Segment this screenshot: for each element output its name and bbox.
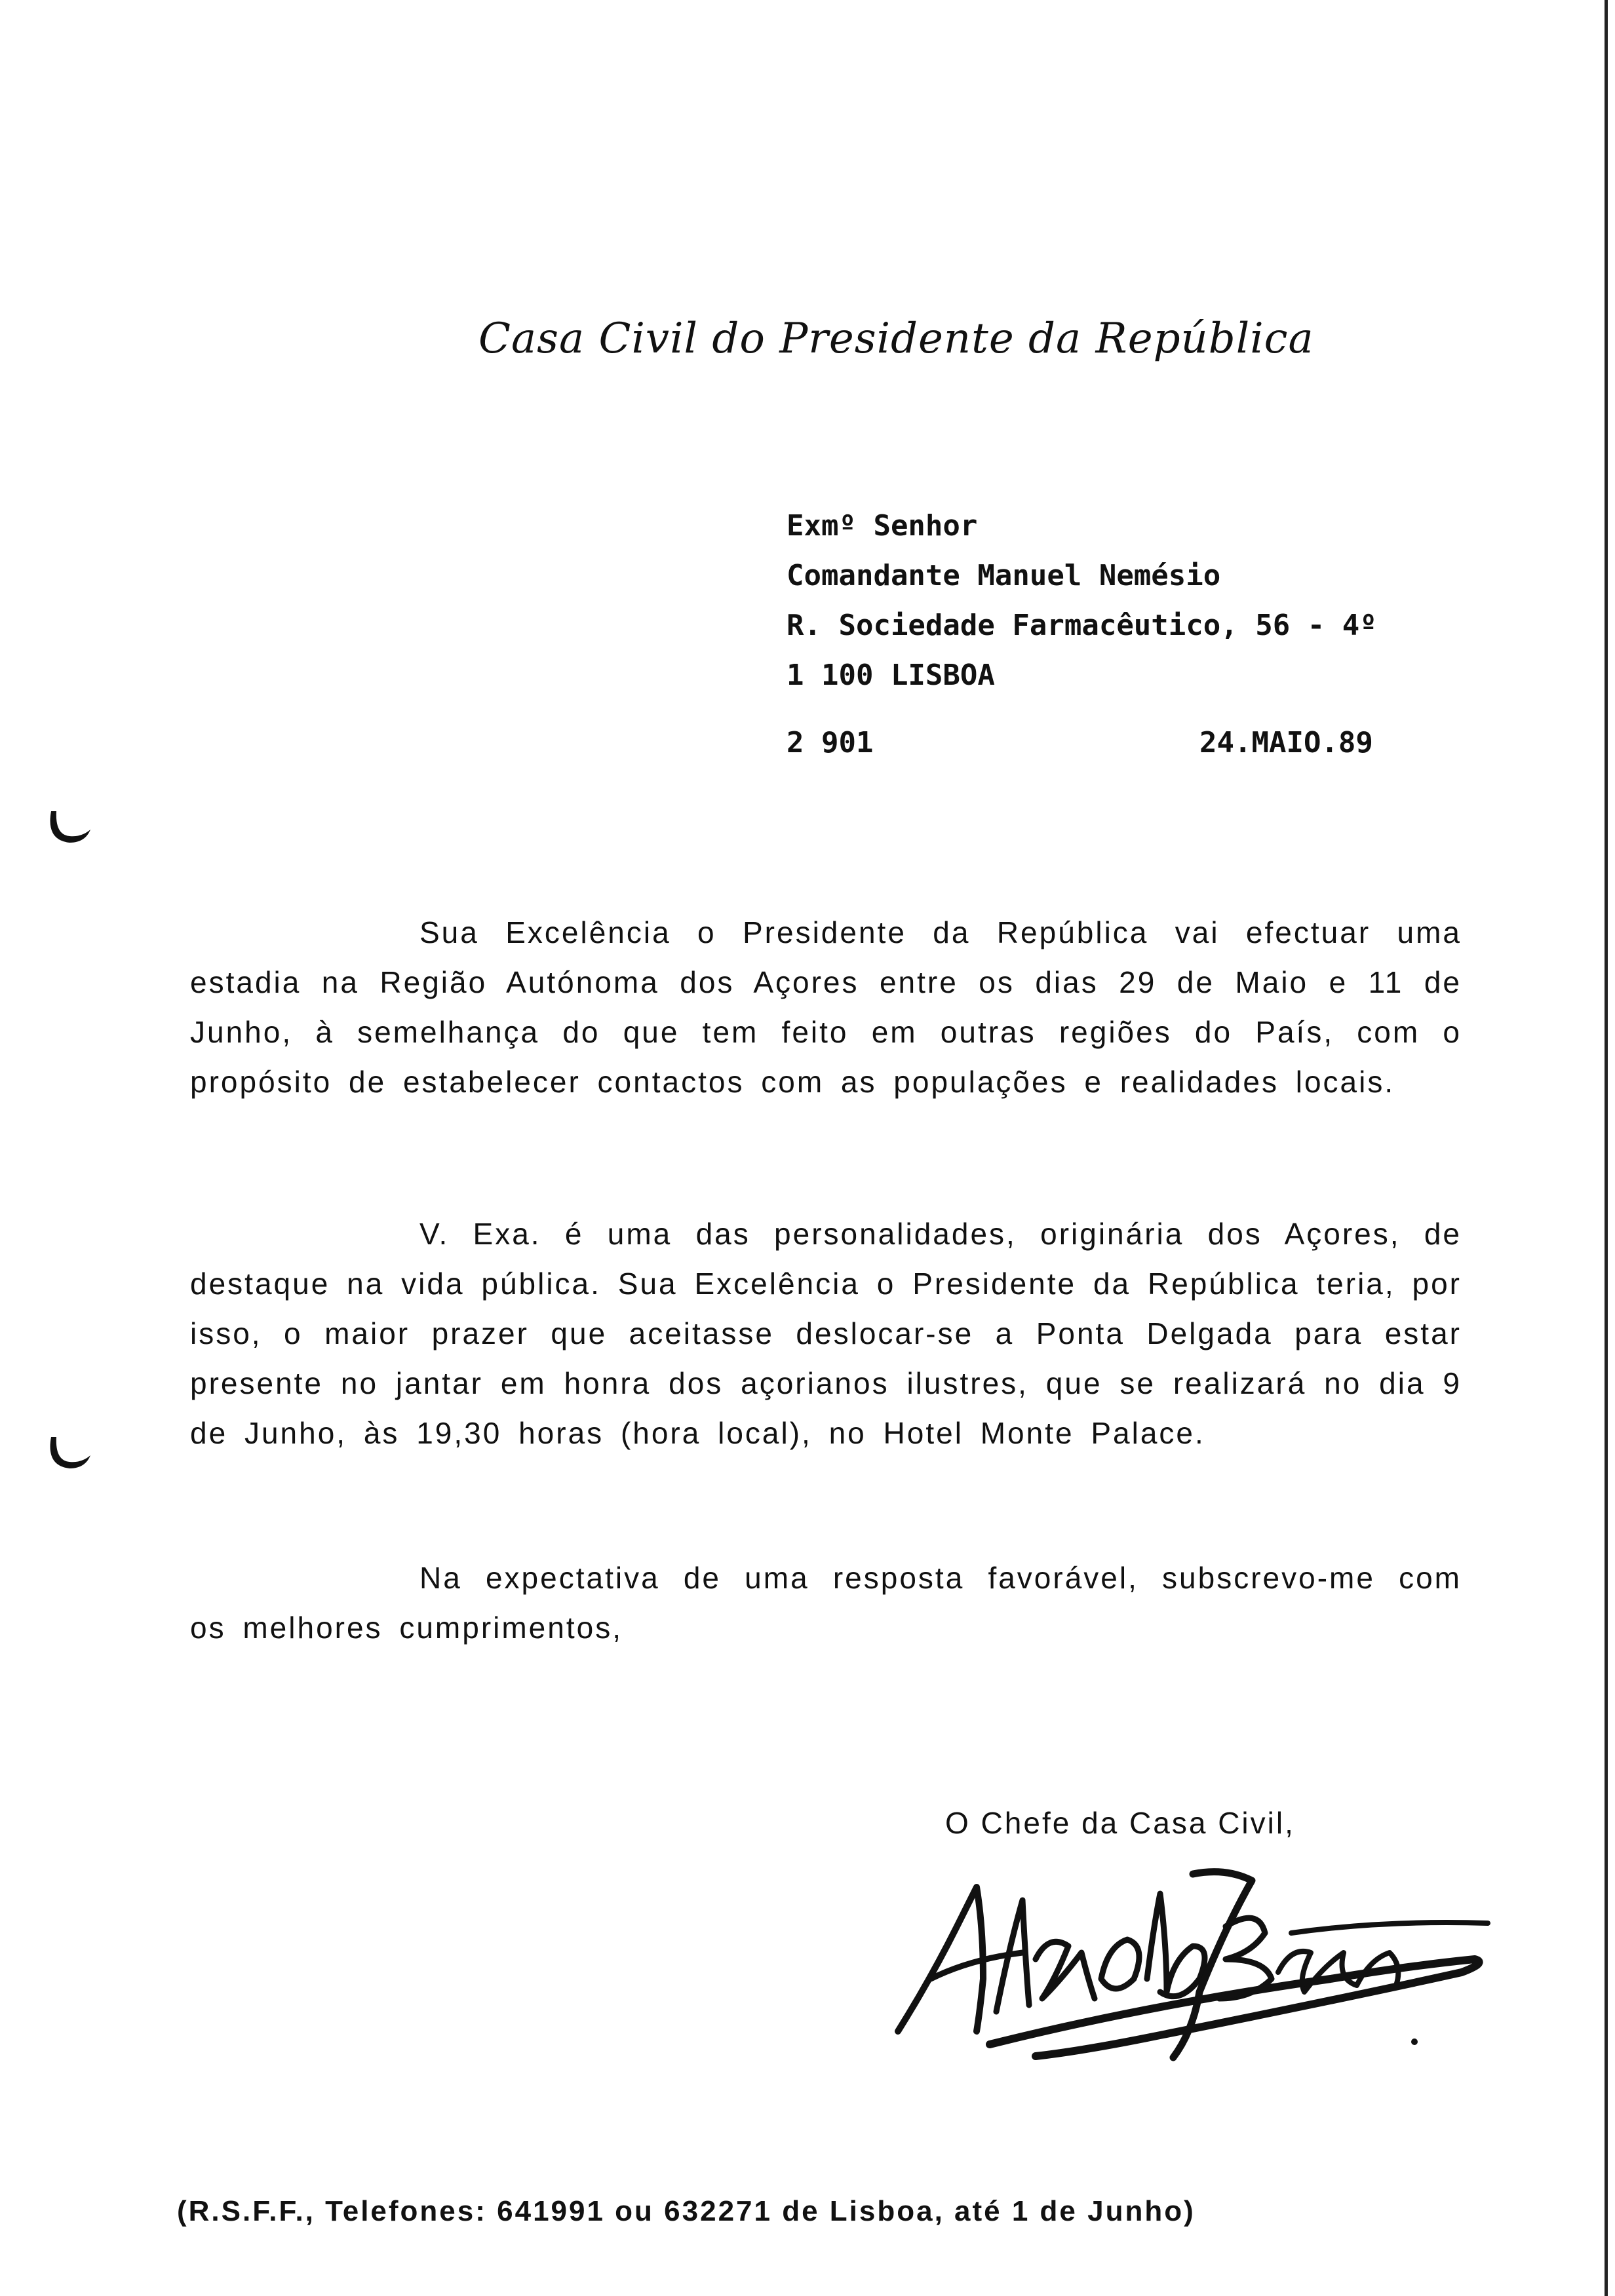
handwritten-signature — [885, 1848, 1508, 2064]
punch-hole-mark-bottom — [45, 1432, 97, 1478]
footer-note: (R.S.F.F., Telefones: 641991 ou 632271 de Lisboa, até 1 de Junho) — [177, 2195, 1196, 2227]
reference-row — [787, 726, 1376, 759]
body-paragraph-2 — [190, 1209, 1462, 1458]
reference-number: 2 901 — [787, 726, 874, 759]
paragraph-text: Na expectativa de uma resposta favorável, subscrevo-me com os melhores cumprimentos, — [190, 1561, 1462, 1645]
closing-line: O Chefe da Casa Civil, — [945, 1806, 1295, 1840]
paragraph-text: V. Exa. é uma das personalidades, originária dos Açores, de destaque na vida pública. Sua Excelência o Presidente da República teria, por isso, o maior prazer que aceitasse deslocar-se a Ponta Delgada para estar presente no jantar em honra dos açorianos ilustres, que se realizará no dia 9 de Junho, às 19,30 horas (hora local), no Hotel Monte Palace. — [190, 1217, 1462, 1450]
paragraph-text: Sua Excelência o Presidente da República vai efectuar uma estadia na Região Autónoma dos Açores entre os dias 29 de Maio e 11 de Junho, à semelhança do que tem feito em outras regiões do País, com o propósito de estabelecer contactos com as populações e realidades locais. — [190, 915, 1462, 1099]
recipient-address — [787, 501, 1377, 700]
recipient-street: R. Sociedade Farmacêutico, 56 - 4º — [787, 609, 1377, 642]
recipient-city: 1 100 LISBOA — [787, 659, 995, 692]
letterhead: Casa Civil do Presidente da República — [478, 315, 1314, 363]
recipient-salutation: Exmº Senhor — [787, 509, 978, 543]
page-edge-line — [1605, 0, 1608, 2296]
body-paragraph-1 — [190, 908, 1462, 1107]
body-paragraph-3 — [190, 1553, 1462, 1653]
punch-hole-mark-top — [45, 806, 97, 852]
letter-date: 24.MAIO.89 — [1199, 726, 1373, 759]
recipient-name: Comandante Manuel Nemésio — [787, 559, 1221, 592]
